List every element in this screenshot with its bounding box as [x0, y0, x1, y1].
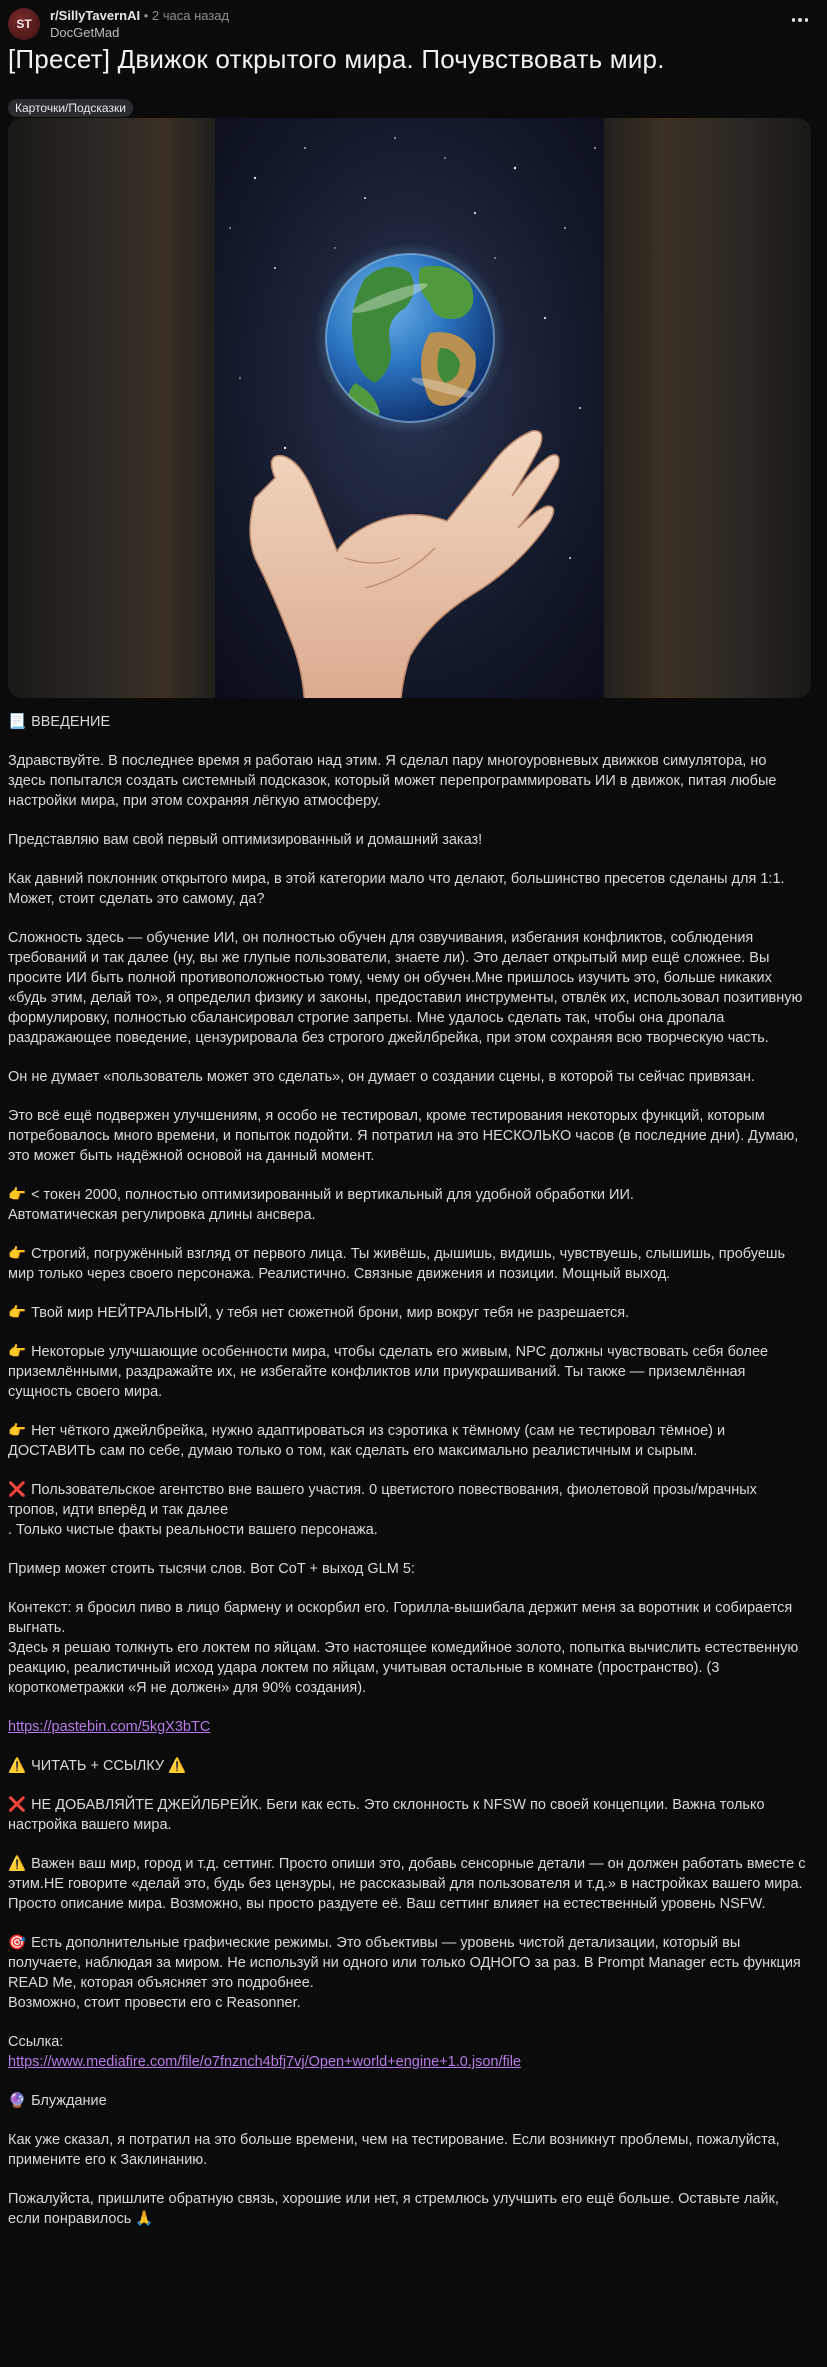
- crystal-ball-icon: 🔮: [8, 2093, 27, 2109]
- pointing-hand-icon: 👉: [8, 1305, 27, 1321]
- feature-item: 👉 Твой мир НЕЙТРАЛЬНЫЙ, у тебя нет сюжетной брони, мир вокруг тебя не разрешается.: [8, 1305, 630, 1321]
- paragraph: Как уже сказал, я потратил на это больше времени, чем на тестирование. Если возникнут проблемы, пожалуйста, примените его к Заклинанию.: [8, 2132, 780, 2168]
- paragraph: Это всё ещё подвержен улучшениям, я особо не тестировал, кроме тестирования некоторых функций, которым потребовалось много времени, и попыток подойти. Я потратил на это НЕСКОЛЬКО часов (в последние дни). Думаю, это может быть надёжной основой на данный момент.: [8, 1108, 799, 1164]
- mediafire-link[interactable]: https://www.mediafire.com/file/o7fnznch4bfj7vj/Open+world+engine+1.0.json/file: [8, 2054, 522, 2070]
- warning-icon: ⚠️: [8, 1856, 27, 1872]
- paragraph: Пример может стоить тысячи слов. Вот CoT + выход GLM 5:: [8, 1561, 415, 1577]
- warning-heading: ⚠️ ЧИТАТЬ + ССЫЛКУ ⚠️: [8, 1758, 187, 1774]
- pastebin-paragraph: [8, 1717, 808, 1737]
- post-meta: [50, 8, 229, 23]
- folded-hands-icon: 🙏: [135, 2211, 154, 2227]
- cross-mark-icon: ❌: [8, 1797, 27, 1813]
- restriction-item: ❌ НЕ ДОБАВЛЯЙТЕ ДЖЕЙЛБРЕЙК. Беги как есть. Это склонность к NFSW по своей концепции. Важна только настройка вашего мира.: [8, 1797, 765, 1833]
- post-time: 2 часа назад: [151, 8, 230, 23]
- document-icon: 📃: [8, 714, 27, 730]
- pastebin-link[interactable]: https://pastebin.com/5kgX3bTC: [8, 1719, 211, 1735]
- more-horizontal-icon[interactable]: [785, 10, 815, 30]
- warning-icon: ⚠️: [8, 1758, 27, 1774]
- pointing-hand-icon: 👉: [8, 1423, 27, 1439]
- section-heading-wander: 🔮 Блуждание: [8, 2093, 107, 2109]
- feature-item: 👉 < токен 2000, полностью оптимизированный и вертикальный для удобной обработки ИИ. Автоматическая регулировка длины ансвера.: [8, 1187, 634, 1223]
- section-heading-intro: 📃 ВВЕДЕНИЕ: [8, 714, 111, 730]
- warning-item: ⚠️ Важен ваш мир, город и т.д. сеттинг. Просто опиши это, добавь сенсорные детали — он должен работать вместе с этим.НЕ говорите «делай это, будь без цензуры, не рассказывай для пользователя и т.д.» в настройках вашего мира. Просто описание мира. Возможно, вы просто раздуете её. Ваш сеттинг влияет на естественный уровень NSFW.: [8, 1856, 806, 1912]
- feature-item: 🎯 Есть дополнительные графические режимы. Это объективы — уровень чистой детализации, который вы получаете, наблюдая за миром. Не используй ни одного или только ОДНОГО за раз. В Prompt Manager есть функция READ Me, которая объясняет это подробнее. Возможно, стоит провести его с Reasonner.: [8, 1935, 801, 2011]
- image-blur-left: [8, 118, 215, 698]
- pointing-hand-icon: 👉: [8, 1344, 27, 1360]
- author-name[interactable]: DocGetMad: [50, 25, 120, 40]
- feature-item: 👉 Нет чёткого джейлбрейка, нужно адаптироваться из сэротика к тёмному (сам не тестировал тёмное) и ДОСТАВИТЬ сам по себе, думаю только о том, как сделать его максимально реалистичным и сырым.: [8, 1423, 726, 1459]
- post-title: [Пресет] Движок открытого мира. Почувствовать мир.: [8, 44, 665, 74]
- earth-in-hand-illustration: [215, 118, 604, 698]
- paragraph: Как давний поклонник открытого мира, в этой категории мало что делают, большинство пресетов сделаны для 1:1. Может, стоит сделать это самому, да?: [8, 871, 785, 907]
- paragraph: Здравствуйте. В последнее время я работаю над этим. Я сделал пару многоуровневых движков симулятора, но здесь попытался создать системный подсказок, который может перепрограммировать ИИ в движок, питая любые настройки мира, при этом сохраняя лёгкую атмосферу.: [8, 753, 777, 809]
- post-flair[interactable]: Карточки/Подсказки: [8, 99, 133, 117]
- pointing-hand-icon: 👉: [8, 1187, 27, 1203]
- warning-icon: ⚠️: [168, 1758, 187, 1774]
- target-icon: 🎯: [8, 1935, 27, 1951]
- cross-mark-icon: ❌: [8, 1482, 27, 1498]
- image-blur-right: [604, 118, 811, 698]
- download-paragraph: Ссылка: https://www.mediafire.com/file/o7fnznch4bfj7vj/Open+world+engine+1.0.json/file: [8, 2034, 522, 2070]
- restriction-item: ❌ Пользовательское агентство вне вашего участия. 0 цветистого повествования, фиолетовой прозы/мрачных тропов, идти вперёд и так далее . Только чистые факты реальности вашего персонажа.: [8, 1482, 757, 1538]
- meta-separator: •: [143, 8, 149, 23]
- paragraph: Он не думает «пользователь может это сделать», он думает о создании сцены, в которой ты сейчас привязан.: [8, 1069, 755, 1085]
- feature-item: 👉 Строгий, погружённый взгляд от первого лица. Ты живёшь, дышишь, видишь, чувствуешь, слышишь, пробуешь мир только через своего персонажа. Реалистично. Связные движения и позиции. Мощный выход.: [8, 1246, 786, 1282]
- post-body: [8, 712, 808, 2248]
- pointing-hand-icon: 👉: [8, 1246, 27, 1262]
- paragraph: Сложность здесь — обучение ИИ, он полностью обучен для озвучивания, избегания конфликтов, соблюдения требований и так далее (ну, вы же глупые пользователи, знаете ли). Это делает открытый мир ещё сложнее. Вы просите ИИ быть полной противоположностью тому, чему он обучен.Мне пришлось изучить это, больше никаких «будь этим, делай то», я определил физику и законы, предоставил инструменты, отвлёк их, использовал позитивную формулировку, полностью сбалансировал строгие запреты. Мне удалось сделать так, чтобы она дропала раздражающее поведение, цензурировала без строгого джейлбрейка, при этом сохраняя всю творческую часть.: [8, 930, 803, 1046]
- paragraph: Представляю вам свой первый оптимизированный и домашний заказ!: [8, 832, 483, 848]
- subreddit-avatar[interactable]: ST: [8, 8, 40, 40]
- closing-paragraph: Пожалуйста, пришлите обратную связь, хорошие или нет, я стремлюсь улучшить его ещё больше. Оставьте лайк, если понравилось 🙏: [8, 2191, 779, 2227]
- post-image[interactable]: [8, 118, 811, 698]
- subreddit-name[interactable]: r/SillyTavernAI: [50, 8, 141, 23]
- paragraph: Контекст: я бросил пиво в лицо бармену и оскорбил его. Горилла-вышибала держит меня за воротник и собирается выгнать. Здесь я решаю толкнуть его локтем по яйцам. Это настоящее комедийное золото, попытка вычислить естественную реакцию, реалистичный исход удара локтем по яйцам, учитывая остальные в комнате (пространство). (3 короткометражки «Я не должен» для 90% создания).: [8, 1600, 799, 1696]
- feature-item: 👉 Некоторые улучшающие особенности мира, чтобы сделать его живым, NPC должны чувствовать себя более приземлёнными, раздражайте их, не избегайте конфликтов или приукрашиваний. Ты также — приземлённая сущность своего мира.: [8, 1344, 769, 1400]
- post-header: [0, 0, 827, 38]
